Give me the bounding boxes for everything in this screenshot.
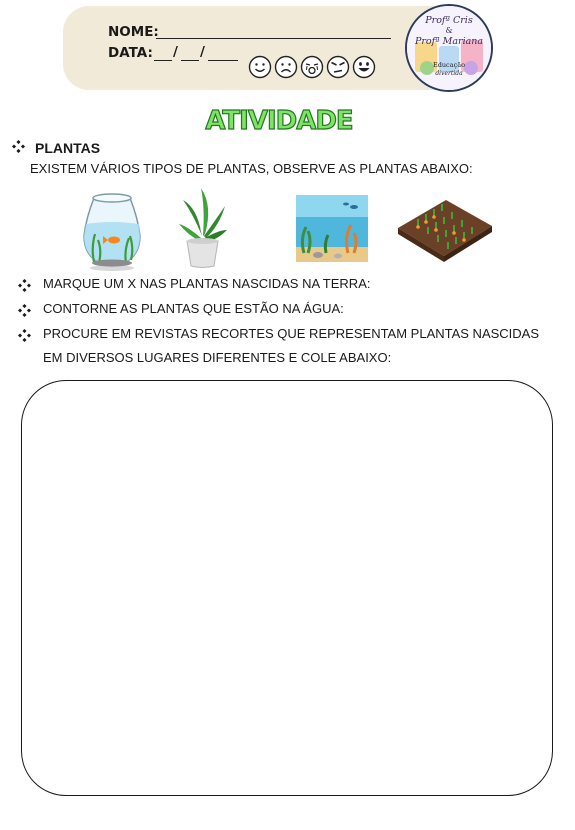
date-separator: / xyxy=(173,44,178,60)
date-day-line[interactable] xyxy=(154,60,172,61)
vegetable-garden-image xyxy=(396,190,494,264)
crying-face-icon[interactable] xyxy=(300,55,324,79)
logo-text: & xyxy=(445,26,453,35)
potted-plant-image xyxy=(175,184,230,269)
date-year-line[interactable] xyxy=(208,60,238,61)
paste-area[interactable] xyxy=(21,380,553,796)
angry-face-icon[interactable] xyxy=(326,55,350,79)
logo-text: divertida xyxy=(435,70,463,77)
diamond-bullet-icon xyxy=(18,304,31,317)
logo xyxy=(405,4,493,92)
diamond-bullet-icon xyxy=(12,140,25,153)
date-separator: / xyxy=(200,44,205,60)
grinning-face-icon[interactable] xyxy=(352,55,376,79)
fishbowl-image xyxy=(80,190,145,272)
frowning-face-icon[interactable] xyxy=(274,55,298,79)
date-month-line[interactable] xyxy=(181,60,199,61)
smiling-face-icon[interactable] xyxy=(248,55,272,79)
activity-title: ATIVIDADE xyxy=(205,106,353,136)
logo-text: Educação xyxy=(432,61,466,69)
name-label: NOME: xyxy=(108,24,159,40)
section-intro: EXISTEM VÁRIOS TIPOS DE PLANTAS, OBSERVE AS PLANTAS ABAIXO: xyxy=(30,161,473,176)
instruction-circle: CONTORNE AS PLANTAS QUE ESTÃO NA ÁGUA: xyxy=(43,301,344,316)
instruction-cut-paste: PROCURE EM REVISTAS RECORTES QUE REPRESENTAM PLANTAS NASCIDAS xyxy=(43,326,540,341)
diamond-bullet-icon xyxy=(18,279,31,292)
underwater-seaweed-image xyxy=(296,195,368,262)
instruction-mark-x: MARQUE UM X NAS PLANTAS NASCIDAS NA TERRA: xyxy=(43,276,371,291)
date-label: DATA: xyxy=(108,45,153,61)
name-input-line[interactable] xyxy=(156,38,391,39)
instruction-cut-paste-continued: EM DIVERSOS LUGARES DIFERENTES E COLE ABAIXO: xyxy=(43,350,392,365)
diamond-bullet-icon xyxy=(18,329,31,342)
mood-faces xyxy=(248,55,376,79)
logo-text: Profª Mariana xyxy=(414,36,484,47)
section-heading: PLANTAS xyxy=(35,140,101,156)
logo-text: Profª Cris xyxy=(425,15,473,26)
